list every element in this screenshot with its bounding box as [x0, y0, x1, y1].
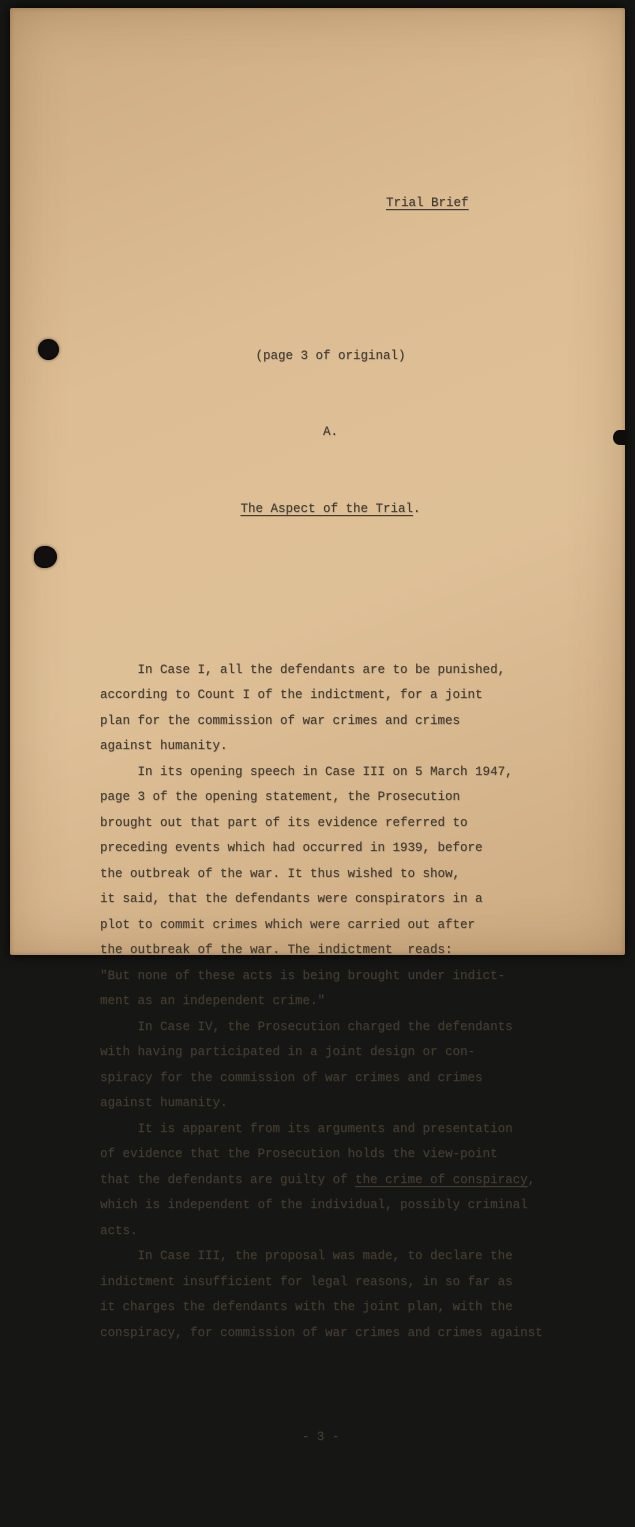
page-title: Trial Brief — [386, 195, 469, 210]
text-line: In Case III, the proposal was made, to declare the — [100, 1249, 513, 1263]
text-segment: that the defendants are guilty of — [100, 1172, 356, 1187]
paragraph — [100, 658, 541, 760]
paragraph — [100, 1117, 541, 1245]
text-line: spiracy for the commission of war crimes and crimes — [100, 1070, 483, 1085]
text-line: page 3 of the opening statement, the Prosecution — [100, 790, 461, 804]
section-label: A. — [322, 425, 338, 439]
underlined-phrase: the crime of conspiracy — [355, 1172, 528, 1187]
paragraph — [100, 1244, 541, 1346]
section-heading — [120, 497, 541, 523]
text-line: "But none of these acts is being brought under indict- — [100, 968, 506, 983]
text-line: which is independent of the individual, possibly criminal — [100, 1198, 528, 1212]
document-title-row — [386, 191, 541, 217]
text-line: of evidence that the Prosecution holds the view-point — [100, 1147, 498, 1161]
paragraph — [100, 1015, 541, 1117]
text-line: the outbreak of the war. The indictment reads: — [100, 943, 453, 957]
text-line: against humanity. — [100, 739, 228, 753]
paragraphs — [100, 658, 541, 1347]
text-line: with having participated in a joint design or con- — [100, 1045, 476, 1059]
edge-notch — [613, 430, 626, 445]
text-segment: , — [527, 1172, 536, 1187]
text-line — [100, 1168, 541, 1194]
text-line: it said, that the defendants were conspirators in a — [100, 892, 483, 906]
punch-hole-top — [38, 339, 59, 360]
text-line: It is apparent from its arguments and presentation — [100, 1121, 513, 1136]
paragraph — [100, 760, 541, 1015]
text-line: ment as an independent crime." — [100, 994, 326, 1008]
text-line: indictment insufficient for legal reasons, in so far as — [100, 1274, 513, 1289]
document-header-block — [120, 293, 541, 582]
text-line: it charges the defendants with the joint plan, with the — [100, 1300, 513, 1314]
text-line: conspiracy, for commission of war crimes and crimes against — [100, 1325, 543, 1340]
text-line: In its opening speech in Case III on 5 March 1947, — [100, 764, 513, 779]
page-subtitle: (page 3 of original) — [255, 348, 406, 363]
text-line: plan for the commission of war crimes and crimes — [100, 713, 461, 728]
text-line: In Case I, all the defendants are to be punished, — [100, 662, 506, 677]
text-line: plot to commit crimes which were carried out after — [100, 917, 476, 932]
text-line: acts. — [100, 1223, 138, 1238]
section-heading-period: . — [413, 501, 421, 516]
text-line: the outbreak of the war. It thus wished to show, — [100, 866, 461, 881]
section-heading-text: The Aspect of the Trial — [240, 501, 413, 516]
document-page — [10, 8, 625, 1444]
text-line: brought out that part of its evidence referred to — [100, 815, 468, 830]
page-number: - 3 - — [301, 1429, 340, 1444]
text-line: In Case IV, the Prosecution charged the defendants — [100, 1019, 513, 1034]
text-line: according to Count I of the indictment, for a joint — [100, 688, 483, 702]
text-line: against humanity. — [100, 1096, 228, 1110]
document-content — [10, 8, 625, 1444]
text-line: preceding events which had occurred in 1939, before — [100, 841, 483, 855]
